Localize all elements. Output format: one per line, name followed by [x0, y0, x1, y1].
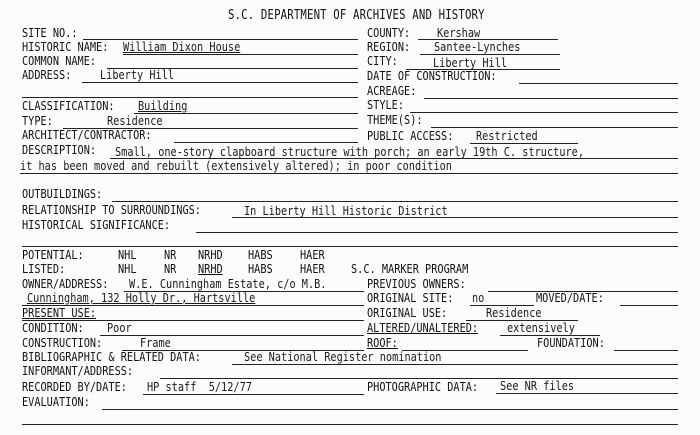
description-line-1: Small, one-story clapboard structure with porch; an early 19th C. structure, [115, 144, 585, 159]
photographic-data-label: PHOTOGRAPHIC DATA: [367, 379, 479, 394]
city-value: Liberty Hill [433, 55, 508, 70]
listed-nrhd-checked: NRHD [198, 261, 223, 276]
original-use-label: ORIGINAL USE: [367, 305, 448, 320]
listed-habs: HABS [248, 261, 273, 276]
county-label: COUNTY: [367, 25, 411, 40]
photographic-data-line [496, 393, 678, 394]
form-title: S.C. DEPARTMENT OF ARCHIVES AND HISTORY [228, 8, 485, 23]
previous-owners-label: PREVIOUS OWNERS: [367, 276, 466, 291]
altered-unaltered-value: extensively [507, 320, 575, 335]
themes-label: THEME(S): [367, 112, 423, 127]
recorded-by-line [143, 394, 364, 395]
site-no-label: SITE NO.: [22, 25, 78, 40]
city-label: CITY: [367, 53, 398, 68]
acreage-label: ACREAGE: [367, 83, 417, 98]
owner-address-line-1: W.E. Cunningham Estate, c/o M.B. [129, 276, 327, 291]
address-line [82, 82, 358, 83]
address-value: Liberty Hill [100, 67, 175, 82]
themes-line [431, 127, 678, 128]
date-of-construction-line [519, 83, 678, 84]
original-site-value: no [472, 290, 485, 305]
relationship-line [232, 217, 678, 218]
evaluation-label: EVALUATION: [22, 394, 90, 409]
classification-value: Building [138, 98, 188, 113]
listed-haer: HAER [300, 261, 325, 276]
public-access-value: Restricted [476, 128, 538, 143]
listed-nhl: NHL [118, 261, 137, 276]
address-label: ADDRESS: [22, 67, 72, 82]
altered-unaltered-label: ALTERED/UNALTERED: [367, 320, 479, 335]
bibliographic-line [232, 364, 678, 365]
potential-nr: NR [164, 247, 177, 262]
common-name-label: COMMON NAME: [22, 53, 97, 68]
description-line-2: it has been moved and rebuilt (extensively altered); in poor condition [20, 158, 452, 173]
historical-significance-line-1 [196, 232, 678, 233]
evaluation-line-2 [22, 424, 678, 425]
historic-name-label: HISTORIC NAME: [22, 39, 109, 54]
potential-nrhd: NRHD [198, 247, 223, 262]
owner-address-line-2: Cunningham, 132 Holly Dr., Hartsville [27, 290, 256, 305]
type-value: Residence [107, 113, 163, 128]
construction-value: Frame [140, 335, 171, 350]
description-underline-2 [20, 173, 678, 174]
region-value: Santee-Lynches [434, 39, 521, 54]
foundation-label: FOUNDATION: [537, 335, 605, 350]
public-access-label: PUBLIC ACCESS: [367, 128, 454, 143]
moved-date-line [620, 305, 678, 306]
recorded-by-label: RECORDED BY/DATE: [22, 379, 127, 394]
type-label: TYPE: [22, 113, 53, 128]
present-use-label: PRESENT USE: [22, 305, 97, 320]
county-value: Kershaw [437, 25, 481, 40]
informant-label: INFORMANT/ADDRESS: [22, 363, 134, 378]
construction-label: CONSTRUCTION: [22, 335, 103, 350]
moved-date-label: MOVED/DATE: [536, 290, 604, 305]
sc-marker-program-label: S.C. MARKER PROGRAM [351, 261, 469, 276]
historic-name-value: William Dixon House [123, 39, 241, 54]
classification-label: CLASSIFICATION: [22, 98, 115, 113]
historical-significance-label: HISTORICAL SIGNIFICANCE: [22, 217, 171, 232]
outbuildings-label: OUTBUILDINGS: [22, 186, 103, 201]
region-label: REGION: [367, 39, 411, 54]
potential-habs: HABS [248, 247, 273, 262]
evaluation-line-1 [102, 409, 678, 410]
bibliographic-value: See National Register nomination [244, 349, 442, 364]
roof-label: ROOF: [367, 335, 398, 350]
condition-value: Poor [107, 320, 132, 335]
historic-name-line [123, 54, 358, 55]
original-site-label: ORIGINAL SITE: [367, 290, 454, 305]
original-use-value: Residence [486, 305, 542, 320]
acreage-line [424, 98, 678, 99]
architect-label: ARCHITECT/CONTRACTOR: [22, 127, 152, 142]
architect-line [174, 142, 358, 143]
relationship-label: RELATIONSHIP TO SURROUNDINGS: [22, 202, 201, 217]
listed-label: LISTED: [22, 261, 66, 276]
style-label: STYLE: [367, 97, 405, 112]
potential-haer: HAER [300, 247, 325, 262]
foundation-line [614, 350, 678, 351]
potential-nhl: NHL [118, 247, 137, 262]
listed-nr: NR [164, 261, 177, 276]
recorded-by-value: HP staff 5/12/77 [147, 379, 252, 394]
condition-label: CONDITION: [22, 320, 84, 335]
style-line [410, 112, 678, 113]
classification-line [134, 113, 358, 114]
relationship-value: In Liberty Hill Historic District [244, 203, 448, 218]
description-label: DESCRIPTION: [22, 142, 97, 157]
photographic-data-value: See NR files [500, 378, 575, 393]
potential-label: POTENTIAL: [22, 247, 84, 262]
owner-address-label: OWNER/ADDRESS: [22, 276, 109, 291]
bibliographic-label: BIBLIOGRAPHIC & RELATED DATA: [22, 349, 201, 364]
date-of-construction-label: DATE OF CONSTRUCTION: [367, 68, 497, 83]
